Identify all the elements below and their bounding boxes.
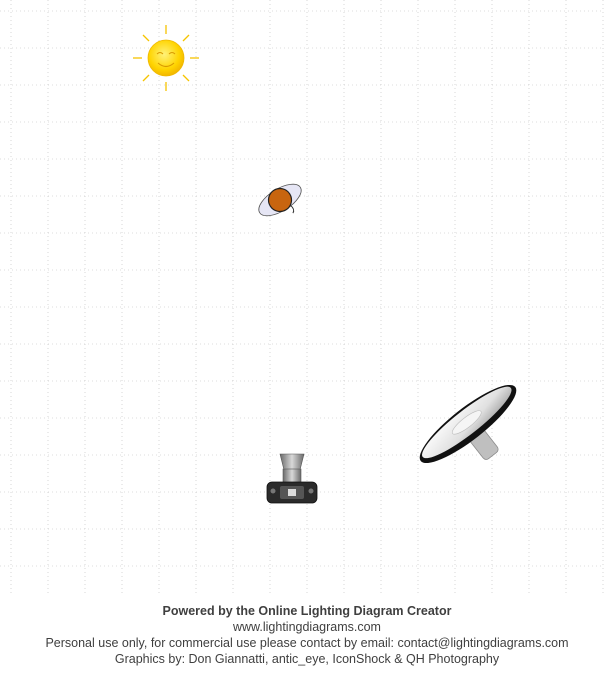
powered-by-text: Powered by the Online Lighting Diagram Creator xyxy=(162,604,452,618)
footer xyxy=(0,603,614,667)
subject-icon[interactable] xyxy=(254,178,310,228)
camera-icon[interactable] xyxy=(267,454,317,503)
beauty-dish-icon[interactable] xyxy=(411,374,540,492)
website-text: www.lightingdiagrams.com xyxy=(233,620,381,634)
credits-text: Graphics by: Don Giannatti, antic_eye, IconShock & QH Photography xyxy=(114,652,500,666)
sun-icon[interactable] xyxy=(133,25,199,91)
license-text: Personal use only, for commercial use please contact by email: contact@lightingdiagrams.com xyxy=(45,636,569,650)
